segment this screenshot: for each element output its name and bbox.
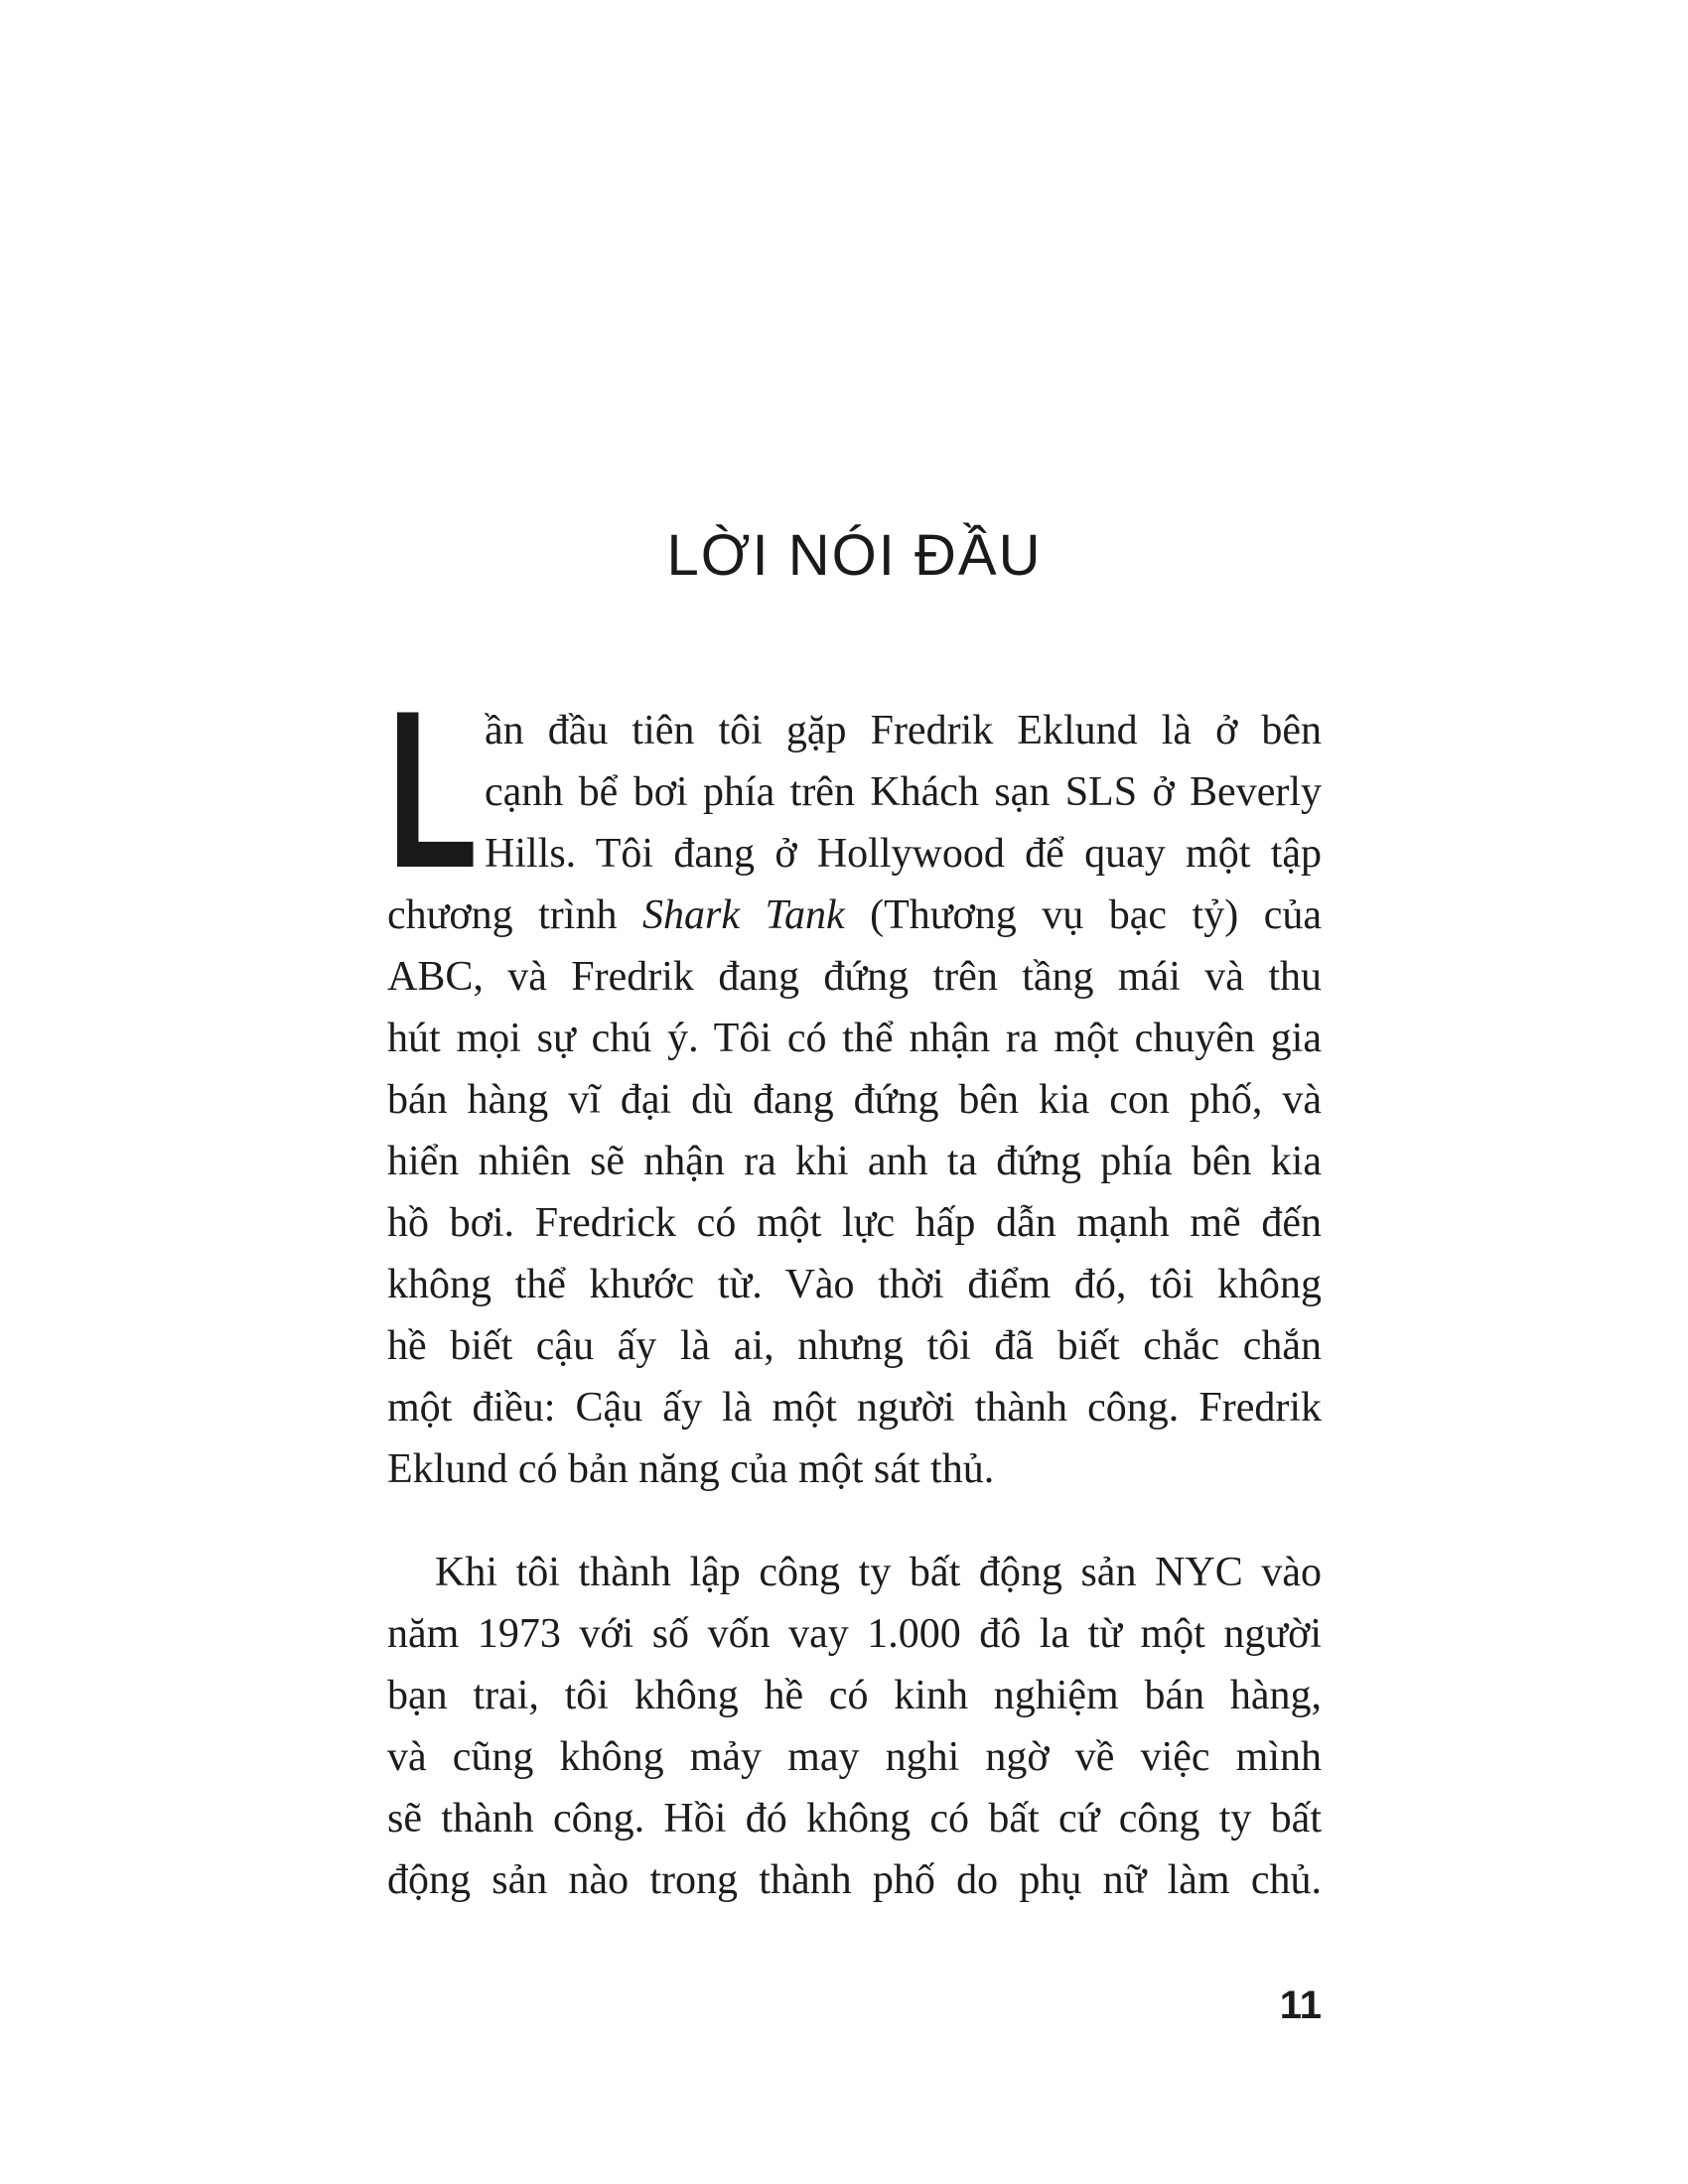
page-number: 11 [1279,1983,1322,2027]
paragraph-1-line-12: một điều: Cậu ấy là một người thành công. Fredrik [387,1385,1322,1431]
paragraph-2-line-5: sẽ thành công. Hồi đó không có bất cứ công ty bất [387,1796,1322,1842]
paragraph-1-line-1: ần đầu tiên tôi gặp Fredrik Eklund là ở bên [485,708,1322,753]
drop-cap-letter: L [387,663,479,914]
paragraph-1 [387,663,1322,1500]
paragraph-1-line-3: Hills. Tôi đang ở Hollywood để quay một tập [485,831,1322,877]
text-column [387,0,1322,1911]
paragraph-1-line-11: hề biết cậu ấy là ai, nhưng tôi đã biết chắc chắn [387,1323,1322,1369]
paragraph-1-line-9: hồ bơi. Fredrick có một lực hấp dẫn mạnh mẽ đến [387,1200,1322,1246]
paragraph-2-line-6: động sản nào trong thành phố do phụ nữ làm chủ. [387,1857,1322,1903]
paragraph-2-line-4: và cũng không mảy may nghi ngờ về việc mình [387,1734,1322,1780]
italic-text: Shark Tank [641,892,845,938]
paragraph-1-line-6: hút mọi sự chú ý. Tôi có thể nhận ra một chuyên gia [387,1016,1322,1061]
paragraph-2-line-1: Khi tôi thành lập công ty bất động sản NYC vào [435,1550,1322,1595]
paragraph-2-line-2: năm 1973 với số vốn vay 1.000 đô la từ một người [387,1611,1322,1657]
paragraph-2-line-3: bạn trai, tôi không hề có kinh nghiệm bán hàng, [387,1673,1322,1718]
paragraph-2 [387,1542,1322,1911]
paragraph-1-line-10: không thể khước từ. Vào thời điểm đó, tôi không [387,1262,1322,1307]
paragraph-1-line-7: bán hàng vĩ đại dù đang đứng bên kia con phố, và [387,1077,1322,1123]
paragraph-1-line-8: hiển nhiên sẽ nhận ra khi anh ta đứng phía bên kia [387,1139,1322,1184]
drop-cap [387,663,485,914]
paragraph-1-line-4: chương trình Shark Tank (Thương vụ bạc tỷ) của [387,892,1322,938]
paragraph-1-line-13: Eklund có bản năng của một sát thủ. [387,1446,995,1492]
page-title: LỜI NÓI ĐẦU [666,523,1043,588]
paragraph-1-line-2: cạnh bể bơi phía trên Khách sạn SLS ở Beverly [485,769,1322,815]
paragraph-1-line-5: ABC, và Fredrik đang đứng trên tầng mái và thu [387,954,1322,1000]
